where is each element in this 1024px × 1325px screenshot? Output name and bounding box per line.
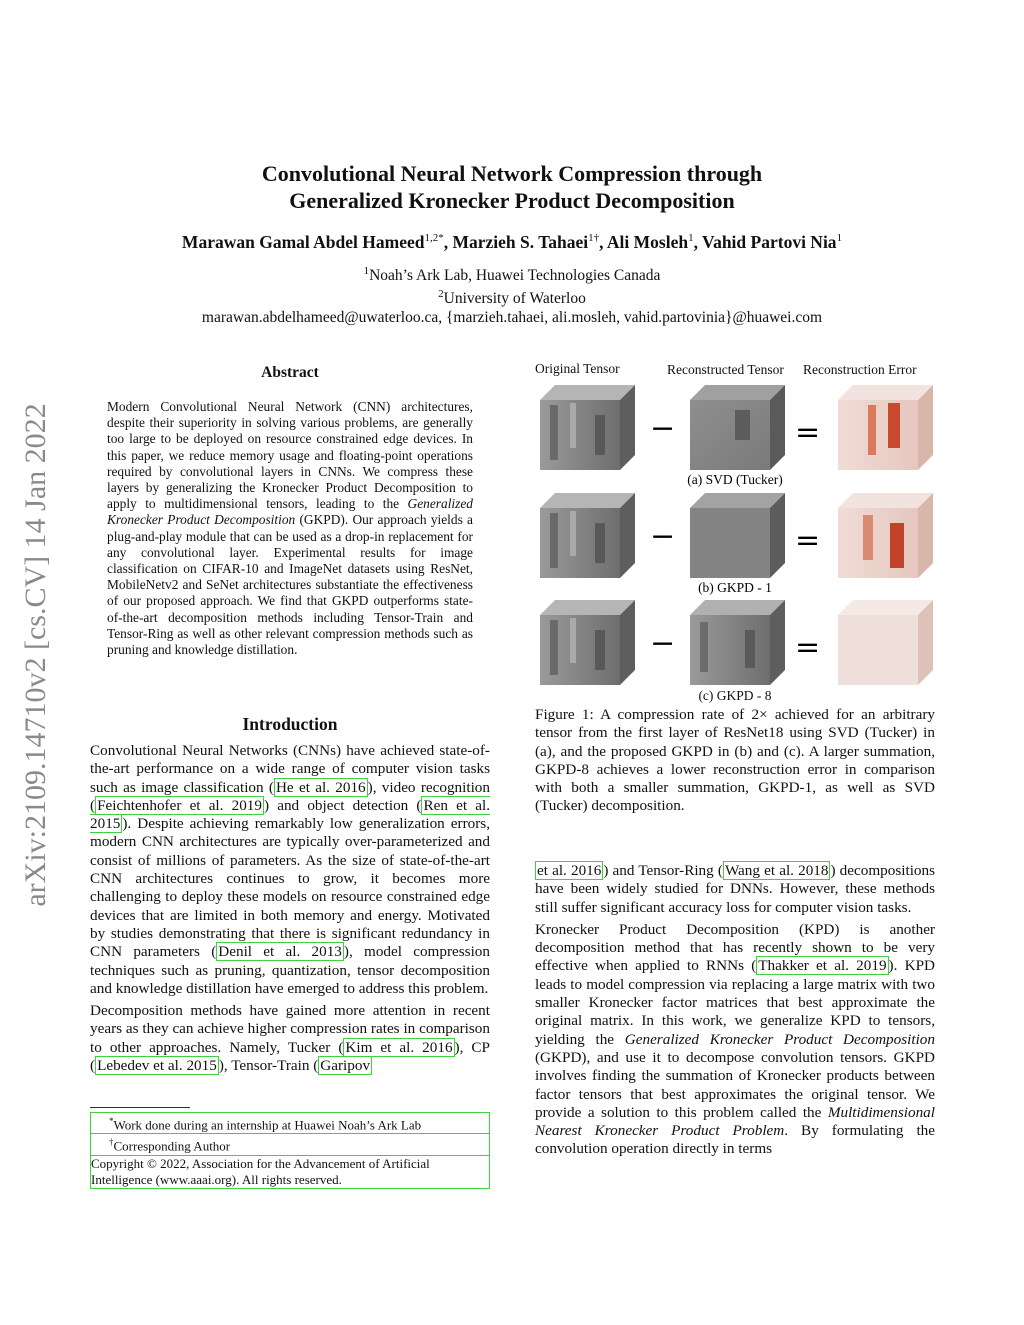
section-heading-introduction: Introduction [242,714,338,734]
intro-paragraph [90,1002,490,1075]
minus-operator: − [650,626,676,661]
paper-title [0,160,1024,214]
body-text: ), model compression techniques such as pruning, quantization, tensor decomposition and knowledge distillation have emerged to address this problem. [90,943,490,997]
subcaption-b: (b) GKPD - 1 [698,580,772,595]
equals-operator: = [795,630,821,665]
body-text: ), video recognition ( [90,778,490,814]
abstract-body [107,399,473,658]
abstract-text: Modern Convolutional Neural Network (CNN) architectures, despite their superiority in solving various problems, are generally too large to be deployed on resource constrained edge devices. In this paper, we reduce memory usage and floating-point operations required by convolutional layers in CNNs. We compress these layers by generalizing the Kronecker Product Decomposition to apply to multidimensional tensors, leading to the [107,399,473,512]
figure-col-label-original: Original Tensor [535,361,620,376]
citation-link[interactable]: Denil et al. 2013 [218,943,342,961]
author-name: Marzieh S. Tahaei [452,232,589,252]
citation-link[interactable]: Garipov [320,1057,371,1075]
body-text: ) decompositions have been widely studied for DNNs. However, these methods still suffer significant accuracy loss for computer vision tasks. [535,862,936,916]
author-sup: 1,2* [424,232,444,245]
figure-1-grid [535,380,935,700]
tensor-cube-error [838,385,933,470]
author-name: Vahid Partovi Nia [702,232,837,252]
subcaption-a: (a) SVD (Tucker) [687,472,783,487]
tensor-cube-error [838,493,933,578]
equals-operator: = [795,523,821,558]
author-list: Marawan Gamal Abdel Hameed$^{1,2*}$, Marzieh S. Tahaei$^{1\dagger}$, Ali Mosleh$^1$, Vahid Partovi Nia$^1$ [181,232,843,252]
footnote-mark: † [109,1137,114,1148]
affiliation-sup: 1 [363,265,370,277]
citation-link[interactable]: Ren et al. 2015 [90,796,490,833]
arxiv-id: arXiv:2109.14710v2 [cs.CV] 14 Jan 2022 [19,403,52,907]
affiliation-text: University of Waterloo [443,290,586,308]
body-italic: Multidimensional Nearest Kronecker Product Problem [535,1103,935,1140]
title-line-1: Convolutional Neural Network Compression through [261,161,763,186]
body-paragraph [535,921,935,1159]
body-text: ). KPD leads to model compression via replacing a large matrix with two smaller Kronecker factor matrices that best approximate the original matrix. In this work, we generalize KPD to tensors, yielding the [535,957,935,1048]
abstract-heading: Abstract [261,364,319,381]
intro-body [90,742,490,1079]
abstract-text: (GKPD). Our approach yields a plug-and-play module that can be used as a drop-in replacement for any convolutional layer. Experimental results for image classification on CIFAR-10 and ImageNet datasets using ResNet, MobileNetv2 and SeNet architectures substantiate the effectiveness of our proposed approach. We find that GKPD outperforms state-of-the-art decomposition methods including Tensor-Train and Tensor-Ring as well as other relevant compression methods such as pruning and knowledge distillation. [107,512,473,658]
citation-link[interactable]: Wang et al. 2018 [724,862,829,879]
author-name: Marawan Gamal Abdel Hameed [181,232,425,252]
author-sup: 1† [588,232,600,245]
footnote-text: Work done during an internship at Huawei Noah’s Ark Lab [113,1117,422,1133]
body-text: ) and object detection ( [264,796,422,814]
right-column-body [535,862,935,1163]
footnote-1[interactable] [90,1112,490,1134]
body-italic: Generalized Kronecker Product Decomposition [624,1030,935,1048]
footnote-2[interactable] [90,1134,490,1155]
affiliation-text: Noah’s Ark Lab, Huawei Technologies Canada [369,267,661,285]
author-sup: 1 [688,232,694,245]
author-sup: 1 [836,232,843,245]
minus-operator: − [650,411,676,446]
citation-link[interactable]: Thakker et al. 2019 [758,957,887,975]
tensor-cube-original [540,385,635,470]
affiliations [0,262,1024,327]
footnote-mark: * [109,1116,114,1126]
body-text: ), Tensor-Train ( [218,1057,319,1075]
body-text: Decomposition methods have gained more attention in recent years as they can achieve higher compression rates in comparison to other approaches. Namely, Tucker ( [90,1002,490,1056]
citation-link[interactable]: Kim et al. 2016 [345,1038,453,1056]
abstract-italic: Generalized Kronecker Product Decomposition [107,496,473,528]
citation-link[interactable]: et al. 2016 [537,862,602,879]
body-text: ). Despite achieving remarkably low generalization errors, modern CNN architectures are typically over-parameterized and consist of millions of parameters. As the size of state-of-the-art CNN architectures continues to grow, it becomes more challenging to deploy these models on resource constrained edge devices that are limited in both memory and energy. Motivated by studies demonstrating that there is significant redundancy in CNN parameters ( [90,815,490,961]
figure-1-caption: Figure 1: A compression rate of 2× achieved for an arbitrary tensor from the first layer of ResNet18 using SVD (Tucker) in (a), and the proposed GKPD in (b) and (c). A larger summation, GKPD-8 achieves a lower reconstruction error in comparison with both a smaller summation, GKPD-1, as well as SVD (Tucker) decomposition. [535,706,935,815]
body-text: Kronecker Product Decomposition (KPD) is another decomposition method that has recently shown to be very effective when applied to RNNs ( [535,920,935,975]
citation-link[interactable]: He et al. 2016 [275,778,366,796]
body-paragraph [535,862,935,917]
author-name: Ali Mosleh [606,232,689,252]
affiliation-2 [0,285,1024,308]
minus-operator: − [650,519,676,554]
tensor-cube-reconstructed [690,385,785,470]
title-line-2: Generalized Kronecker Product Decomposition [289,188,735,213]
body-text: ) and Tensor-Ring ( [603,862,723,879]
body-text: (GKPD), and use it to decompose convolution tensors. GKPD involves finding the summation of Kronecker products between factor tensors that best approximates the original tensor. We provide a solution to this problem called the [535,1048,935,1121]
figure-col-label-reconstructed: Reconstructed Tensor [667,362,784,377]
tensor-cube-original [540,600,635,685]
citation-link[interactable]: Lebedev et al. 2015 [97,1057,217,1075]
affiliation-1 [0,262,1024,285]
author-emails: marawan.abdelhameed@uwaterloo.ca, {marzieh.tahaei, ali.mosleh, vahid.partovinia}@huawei.com [201,309,823,327]
footnotes [90,1112,490,1189]
footnote-text: Corresponding Author [113,1138,231,1154]
intro-paragraph [90,742,490,998]
tensor-cube-reconstructed [690,493,785,578]
body-text: . By formulating the convolution operation directly in terms [535,1122,936,1158]
body-text: ), CP ( [90,1038,491,1075]
footnote-rule [90,1107,190,1108]
subcaption-c: (c) GKPD - 8 [698,688,772,703]
copyright-notice[interactable]: Copyright © 2022, Association for the Advancement of Artificial Intelligence (www.aaai.org). All rights reserved. [90,1156,490,1189]
citation-link[interactable]: Feichtenhofer et al. 2019 [97,796,262,814]
equals-operator: = [795,415,821,450]
tensor-cube-reconstructed [690,600,785,685]
tensor-cube-error [838,600,933,685]
figure-col-label-error: Reconstruction Error [803,362,917,377]
body-text: Convolutional Neural Networks (CNNs) have achieved state-of-the-art performance on a wide range of computer vision tasks such as image classification ( [90,742,490,796]
arxiv-stamp [6,360,66,950]
affiliation-sup: 2 [438,288,444,301]
tensor-cube-original [540,493,635,578]
